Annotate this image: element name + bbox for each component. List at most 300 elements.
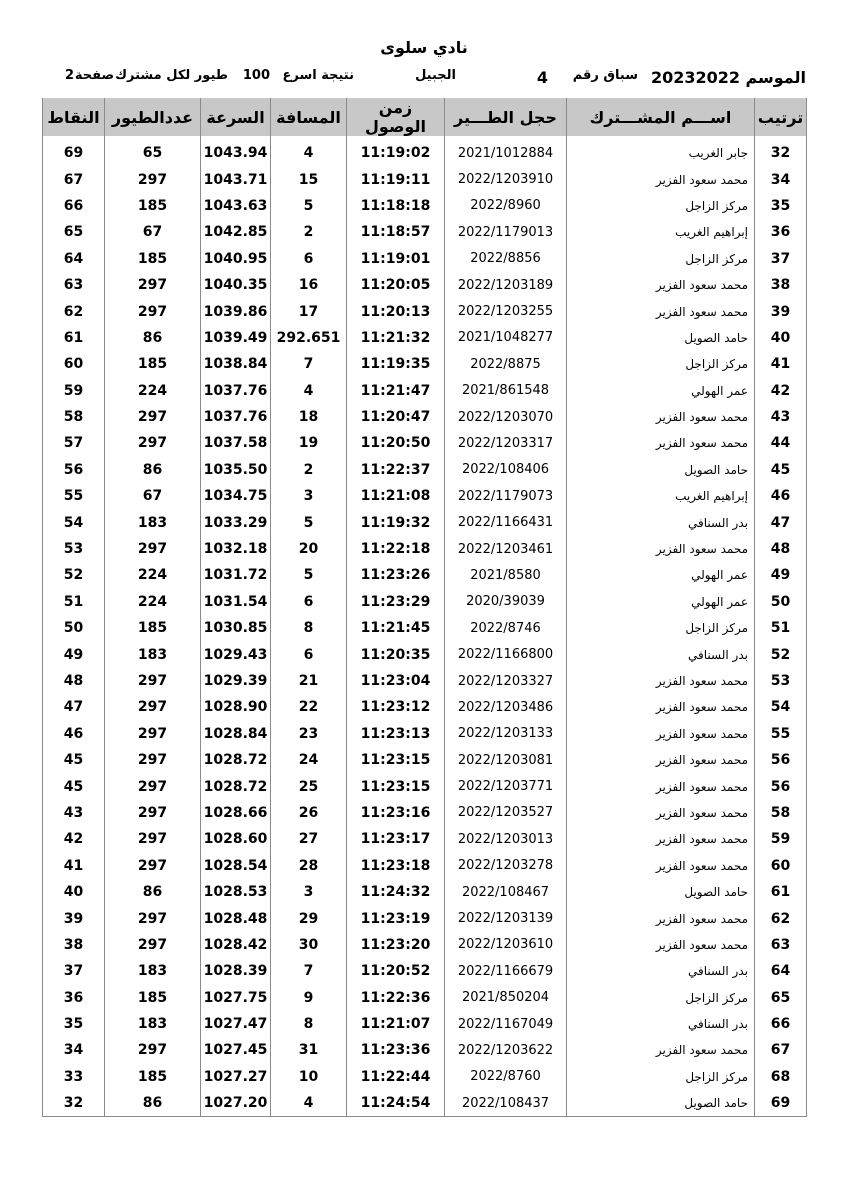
season-value: 20232022	[650, 68, 740, 87]
cell-name: بدر السنافي	[567, 958, 755, 984]
cell-name: مركز الزاجل	[567, 985, 755, 1011]
cell-rank: 55	[755, 721, 807, 747]
cell-ring: 2022/1203461	[445, 536, 567, 562]
cell-distance: 2	[271, 457, 347, 483]
column-header-arrival: زمن الوصول	[347, 98, 445, 136]
cell-distance: 22	[271, 694, 347, 720]
table-row	[43, 800, 807, 826]
cell-speed: 1027.47	[201, 1011, 271, 1037]
cell-speed: 1028.60	[201, 826, 271, 852]
cell-speed: 1028.90	[201, 694, 271, 720]
cell-rank: 43	[755, 404, 807, 430]
cell-points: 63	[43, 272, 105, 298]
cell-birds: 224	[105, 562, 201, 588]
cell-name: محمد سعود الفزير	[567, 166, 755, 192]
cell-birds: 297	[105, 826, 201, 852]
cell-name: محمد سعود الفزير	[567, 430, 755, 456]
cell-speed: 1043.94	[201, 140, 271, 166]
cell-speed: 1037.58	[201, 430, 271, 456]
cell-ring: 2022/108467	[445, 879, 567, 905]
cell-birds: 185	[105, 985, 201, 1011]
cell-arrival: 11:23:15	[347, 747, 445, 773]
cell-arrival: 11:22:44	[347, 1064, 445, 1090]
cell-arrival: 11:20:47	[347, 404, 445, 430]
cell-speed: 1028.48	[201, 905, 271, 931]
cell-name: محمد سعود الفزير	[567, 853, 755, 879]
cell-birds: 65	[105, 140, 201, 166]
cell-distance: 292.651	[271, 325, 347, 351]
table-row	[43, 958, 807, 984]
cell-birds: 297	[105, 272, 201, 298]
cell-points: 53	[43, 536, 105, 562]
page-label: صفحة	[74, 68, 114, 83]
cell-name: حامد الصويل	[567, 879, 755, 905]
cell-distance: 7	[271, 958, 347, 984]
table-row	[43, 509, 807, 535]
cell-distance: 9	[271, 985, 347, 1011]
cell-arrival: 11:20:50	[347, 430, 445, 456]
cell-ring: 2022/1179013	[445, 219, 567, 245]
cell-ring: 2022/1203189	[445, 272, 567, 298]
cell-ring: 2021/1048277	[445, 325, 567, 351]
cell-speed: 1027.45	[201, 1037, 271, 1063]
cell-speed: 1028.84	[201, 721, 271, 747]
cell-speed: 1042.85	[201, 219, 271, 245]
cell-speed: 1028.54	[201, 853, 271, 879]
cell-arrival: 11:23:17	[347, 826, 445, 852]
cell-birds: 297	[105, 404, 201, 430]
cell-name: محمد سعود الفزير	[567, 800, 755, 826]
column-header-speed: السرعة	[201, 98, 271, 136]
cell-birds: 297	[105, 853, 201, 879]
cell-rank: 63	[755, 932, 807, 958]
cell-speed: 1043.71	[201, 166, 271, 192]
cell-arrival: 11:23:36	[347, 1037, 445, 1063]
cell-arrival: 11:21:07	[347, 1011, 445, 1037]
cell-rank: 54	[755, 694, 807, 720]
cell-name: مركز الزاجل	[567, 351, 755, 377]
table-header-row	[43, 98, 807, 136]
cell-arrival: 11:19:01	[347, 246, 445, 272]
cell-distance: 6	[271, 641, 347, 667]
cell-points: 35	[43, 1011, 105, 1037]
cell-rank: 61	[755, 879, 807, 905]
cell-points: 32	[43, 1090, 105, 1117]
cell-arrival: 11:21:45	[347, 615, 445, 641]
cell-ring: 2022/1203610	[445, 932, 567, 958]
cell-name: عمر الهولي	[567, 562, 755, 588]
cell-distance: 27	[271, 826, 347, 852]
cell-arrival: 11:23:16	[347, 800, 445, 826]
cell-ring: 2022/1167049	[445, 1011, 567, 1037]
cell-points: 46	[43, 721, 105, 747]
table-row	[43, 1011, 807, 1037]
cell-birds: 297	[105, 773, 201, 799]
cell-name: محمد سعود الفزير	[567, 747, 755, 773]
cell-rank: 47	[755, 509, 807, 535]
cell-rank: 51	[755, 615, 807, 641]
table-row	[43, 589, 807, 615]
cell-speed: 1028.42	[201, 932, 271, 958]
cell-points: 47	[43, 694, 105, 720]
cell-arrival: 11:19:02	[347, 140, 445, 166]
cell-arrival: 11:24:54	[347, 1090, 445, 1117]
cell-ring: 2022/1203910	[445, 166, 567, 192]
cell-name: حامد الصويل	[567, 325, 755, 351]
cell-distance: 24	[271, 747, 347, 773]
cell-distance: 7	[271, 351, 347, 377]
cell-birds: 86	[105, 457, 201, 483]
table-row	[43, 773, 807, 799]
column-header-name: اســـم المشـــترك	[567, 98, 755, 136]
cell-rank: 68	[755, 1064, 807, 1090]
cell-speed: 1030.85	[201, 615, 271, 641]
cell-arrival: 11:21:32	[347, 325, 445, 351]
cell-distance: 5	[271, 193, 347, 219]
cell-name: مركز الزاجل	[567, 193, 755, 219]
cell-birds: 297	[105, 694, 201, 720]
cell-name: محمد سعود الفزير	[567, 668, 755, 694]
cell-arrival: 11:22:37	[347, 457, 445, 483]
cell-distance: 4	[271, 378, 347, 404]
cell-ring: 2020/39039	[445, 589, 567, 615]
cell-ring: 2022/1203133	[445, 721, 567, 747]
cell-birds: 183	[105, 1011, 201, 1037]
cell-speed: 1028.66	[201, 800, 271, 826]
cell-arrival: 11:20:35	[347, 641, 445, 667]
cell-points: 45	[43, 773, 105, 799]
cell-ring: 2022/1166679	[445, 958, 567, 984]
table-row	[43, 378, 807, 404]
cell-name: حامد الصويل	[567, 457, 755, 483]
table-row	[43, 1090, 807, 1117]
table-row	[43, 668, 807, 694]
table-row	[43, 721, 807, 747]
cell-rank: 36	[755, 219, 807, 245]
cell-points: 51	[43, 589, 105, 615]
cell-speed: 1028.72	[201, 773, 271, 799]
table-row	[43, 747, 807, 773]
cell-speed: 1027.27	[201, 1064, 271, 1090]
cell-name: محمد سعود الفزير	[567, 905, 755, 931]
cell-arrival: 11:18:57	[347, 219, 445, 245]
cell-rank: 50	[755, 589, 807, 615]
club-title: نادي سلوى	[380, 38, 468, 57]
cell-distance: 29	[271, 905, 347, 931]
cell-speed: 1028.53	[201, 879, 271, 905]
cell-rank: 58	[755, 800, 807, 826]
cell-rank: 53	[755, 668, 807, 694]
result-label: نتيجة اسرع	[282, 68, 354, 83]
cell-rank: 65	[755, 985, 807, 1011]
cell-rank: 32	[755, 140, 807, 166]
cell-points: 39	[43, 905, 105, 931]
cell-name: محمد سعود الفزير	[567, 721, 755, 747]
cell-points: 66	[43, 193, 105, 219]
cell-birds: 67	[105, 219, 201, 245]
cell-speed: 1039.86	[201, 298, 271, 324]
cell-ring: 2022/1166431	[445, 509, 567, 535]
cell-rank: 67	[755, 1037, 807, 1063]
birds-per-member-label: طيور لكل مشترك	[115, 68, 228, 83]
table-row	[43, 694, 807, 720]
cell-speed: 1029.43	[201, 641, 271, 667]
cell-points: 61	[43, 325, 105, 351]
cell-rank: 49	[755, 562, 807, 588]
cell-distance: 3	[271, 483, 347, 509]
cell-arrival: 11:24:32	[347, 879, 445, 905]
cell-speed: 1039.49	[201, 325, 271, 351]
table-row	[43, 985, 807, 1011]
cell-distance: 6	[271, 246, 347, 272]
cell-birds: 297	[105, 298, 201, 324]
result-count: 100	[242, 68, 270, 83]
cell-points: 65	[43, 219, 105, 245]
cell-birds: 183	[105, 958, 201, 984]
cell-points: 64	[43, 246, 105, 272]
table-row	[43, 879, 807, 905]
cell-speed: 1032.18	[201, 536, 271, 562]
cell-speed: 1031.54	[201, 589, 271, 615]
table-row	[43, 193, 807, 219]
cell-name: بدر السنافي	[567, 509, 755, 535]
cell-name: محمد سعود الفزير	[567, 773, 755, 799]
table-row	[43, 615, 807, 641]
cell-arrival: 11:22:18	[347, 536, 445, 562]
cell-points: 41	[43, 853, 105, 879]
cell-birds: 185	[105, 1064, 201, 1090]
cell-ring: 2022/1203070	[445, 404, 567, 430]
cell-ring: 2022/8760	[445, 1064, 567, 1090]
cell-ring: 2021/1012884	[445, 140, 567, 166]
cell-distance: 30	[271, 932, 347, 958]
cell-distance: 16	[271, 272, 347, 298]
cell-points: 57	[43, 430, 105, 456]
cell-birds: 297	[105, 536, 201, 562]
cell-speed: 1034.75	[201, 483, 271, 509]
cell-speed: 1037.76	[201, 378, 271, 404]
cell-ring: 2022/1203013	[445, 826, 567, 852]
cell-points: 52	[43, 562, 105, 588]
table-row	[43, 272, 807, 298]
cell-rank: 64	[755, 958, 807, 984]
column-header-distance: المسافة	[271, 98, 347, 136]
cell-birds: 67	[105, 483, 201, 509]
table-row	[43, 404, 807, 430]
cell-birds: 185	[105, 246, 201, 272]
cell-rank: 48	[755, 536, 807, 562]
table-row	[43, 853, 807, 879]
cell-points: 56	[43, 457, 105, 483]
cell-birds: 183	[105, 509, 201, 535]
column-header-rank: ترتيب	[755, 98, 807, 136]
cell-ring: 2021/861548	[445, 378, 567, 404]
cell-distance: 5	[271, 562, 347, 588]
season-label: الموسم	[745, 68, 806, 87]
cell-birds: 297	[105, 800, 201, 826]
cell-name: عمر الهولي	[567, 589, 755, 615]
cell-arrival: 11:23:04	[347, 668, 445, 694]
cell-rank: 56	[755, 773, 807, 799]
table-row	[43, 536, 807, 562]
cell-rank: 35	[755, 193, 807, 219]
cell-distance: 28	[271, 853, 347, 879]
cell-distance: 4	[271, 1090, 347, 1117]
cell-ring: 2022/1203317	[445, 430, 567, 456]
cell-points: 69	[43, 140, 105, 166]
cell-name: بدر السنافي	[567, 1011, 755, 1037]
cell-rank: 34	[755, 166, 807, 192]
column-header-birds: عددالطيور	[105, 98, 201, 136]
cell-speed: 1027.20	[201, 1090, 271, 1117]
cell-rank: 56	[755, 747, 807, 773]
cell-ring: 2022/1203278	[445, 853, 567, 879]
cell-speed: 1043.63	[201, 193, 271, 219]
cell-ring: 2022/1203081	[445, 747, 567, 773]
cell-arrival: 11:22:36	[347, 985, 445, 1011]
cell-arrival: 11:23:20	[347, 932, 445, 958]
cell-distance: 4	[271, 140, 347, 166]
column-header-ring: حجل الطـــير	[445, 98, 567, 136]
cell-name: محمد سعود الفزير	[567, 298, 755, 324]
cell-speed: 1038.84	[201, 351, 271, 377]
column-header-points: النقاط	[43, 98, 105, 136]
cell-points: 33	[43, 1064, 105, 1090]
cell-points: 34	[43, 1037, 105, 1063]
cell-birds: 297	[105, 166, 201, 192]
cell-name: محمد سعود الفزير	[567, 694, 755, 720]
table-row	[43, 1064, 807, 1090]
cell-points: 43	[43, 800, 105, 826]
cell-distance: 3	[271, 879, 347, 905]
cell-speed: 1040.95	[201, 246, 271, 272]
cell-speed: 1028.39	[201, 958, 271, 984]
cell-arrival: 11:21:08	[347, 483, 445, 509]
cell-name: محمد سعود الفزير	[567, 272, 755, 298]
cell-name: محمد سعود الفزير	[567, 826, 755, 852]
cell-birds: 86	[105, 1090, 201, 1117]
cell-birds: 185	[105, 351, 201, 377]
cell-name: عمر الهولي	[567, 378, 755, 404]
cell-birds: 185	[105, 193, 201, 219]
cell-rank: 69	[755, 1090, 807, 1117]
cell-points: 58	[43, 404, 105, 430]
table-row	[43, 246, 807, 272]
cell-rank: 40	[755, 325, 807, 351]
cell-ring: 2022/108437	[445, 1090, 567, 1117]
cell-ring: 2022/1203486	[445, 694, 567, 720]
race-location: الجبيل	[415, 68, 456, 83]
cell-ring: 2022/8875	[445, 351, 567, 377]
cell-rank: 45	[755, 457, 807, 483]
cell-ring: 2022/1203527	[445, 800, 567, 826]
cell-points: 62	[43, 298, 105, 324]
cell-ring: 2021/8580	[445, 562, 567, 588]
cell-ring: 2022/1166800	[445, 641, 567, 667]
cell-rank: 41	[755, 351, 807, 377]
cell-arrival: 11:20:13	[347, 298, 445, 324]
cell-distance: 25	[271, 773, 347, 799]
cell-arrival: 11:21:47	[347, 378, 445, 404]
cell-arrival: 11:23:29	[347, 589, 445, 615]
table-row	[43, 351, 807, 377]
table-row	[43, 430, 807, 456]
cell-name: مركز الزاجل	[567, 246, 755, 272]
cell-speed: 1028.72	[201, 747, 271, 773]
cell-rank: 38	[755, 272, 807, 298]
cell-birds: 297	[105, 747, 201, 773]
cell-arrival: 11:19:11	[347, 166, 445, 192]
cell-arrival: 11:19:32	[347, 509, 445, 535]
table-row	[43, 641, 807, 667]
table-row	[43, 562, 807, 588]
cell-speed: 1031.72	[201, 562, 271, 588]
page-number: 2	[64, 68, 74, 83]
cell-arrival: 11:23:15	[347, 773, 445, 799]
cell-distance: 26	[271, 800, 347, 826]
cell-distance: 2	[271, 219, 347, 245]
cell-points: 49	[43, 641, 105, 667]
table-row	[43, 826, 807, 852]
cell-rank: 59	[755, 826, 807, 852]
cell-name: إبراهيم الغريب	[567, 483, 755, 509]
cell-arrival: 11:18:18	[347, 193, 445, 219]
cell-points: 55	[43, 483, 105, 509]
cell-birds: 224	[105, 589, 201, 615]
cell-points: 37	[43, 958, 105, 984]
cell-points: 45	[43, 747, 105, 773]
table-row	[43, 905, 807, 931]
cell-birds: 297	[105, 430, 201, 456]
cell-birds: 183	[105, 641, 201, 667]
cell-distance: 5	[271, 509, 347, 535]
race-label: سباق رقم	[572, 68, 638, 83]
cell-name: محمد سعود الفزير	[567, 1037, 755, 1063]
cell-rank: 37	[755, 246, 807, 272]
cell-distance: 21	[271, 668, 347, 694]
cell-birds: 185	[105, 615, 201, 641]
race-number: 4	[536, 68, 548, 87]
cell-rank: 60	[755, 853, 807, 879]
cell-speed: 1037.76	[201, 404, 271, 430]
cell-ring: 2022/8856	[445, 246, 567, 272]
cell-arrival: 11:23:18	[347, 853, 445, 879]
results-table	[42, 98, 807, 1117]
cell-arrival: 11:19:35	[347, 351, 445, 377]
cell-rank: 62	[755, 905, 807, 931]
cell-arrival: 11:20:52	[347, 958, 445, 984]
table-row	[43, 483, 807, 509]
table-row	[43, 1037, 807, 1063]
cell-ring: 2022/108406	[445, 457, 567, 483]
cell-distance: 8	[271, 615, 347, 641]
cell-points: 67	[43, 166, 105, 192]
cell-rank: 46	[755, 483, 807, 509]
cell-points: 42	[43, 826, 105, 852]
cell-name: محمد سعود الفزير	[567, 932, 755, 958]
cell-birds: 297	[105, 905, 201, 931]
cell-ring: 2022/1203255	[445, 298, 567, 324]
cell-speed: 1033.29	[201, 509, 271, 535]
cell-points: 40	[43, 879, 105, 905]
cell-speed: 1040.35	[201, 272, 271, 298]
cell-arrival: 11:23:19	[347, 905, 445, 931]
cell-distance: 10	[271, 1064, 347, 1090]
cell-points: 54	[43, 509, 105, 535]
table-row	[43, 457, 807, 483]
cell-name: مركز الزاجل	[567, 615, 755, 641]
cell-points: 48	[43, 668, 105, 694]
